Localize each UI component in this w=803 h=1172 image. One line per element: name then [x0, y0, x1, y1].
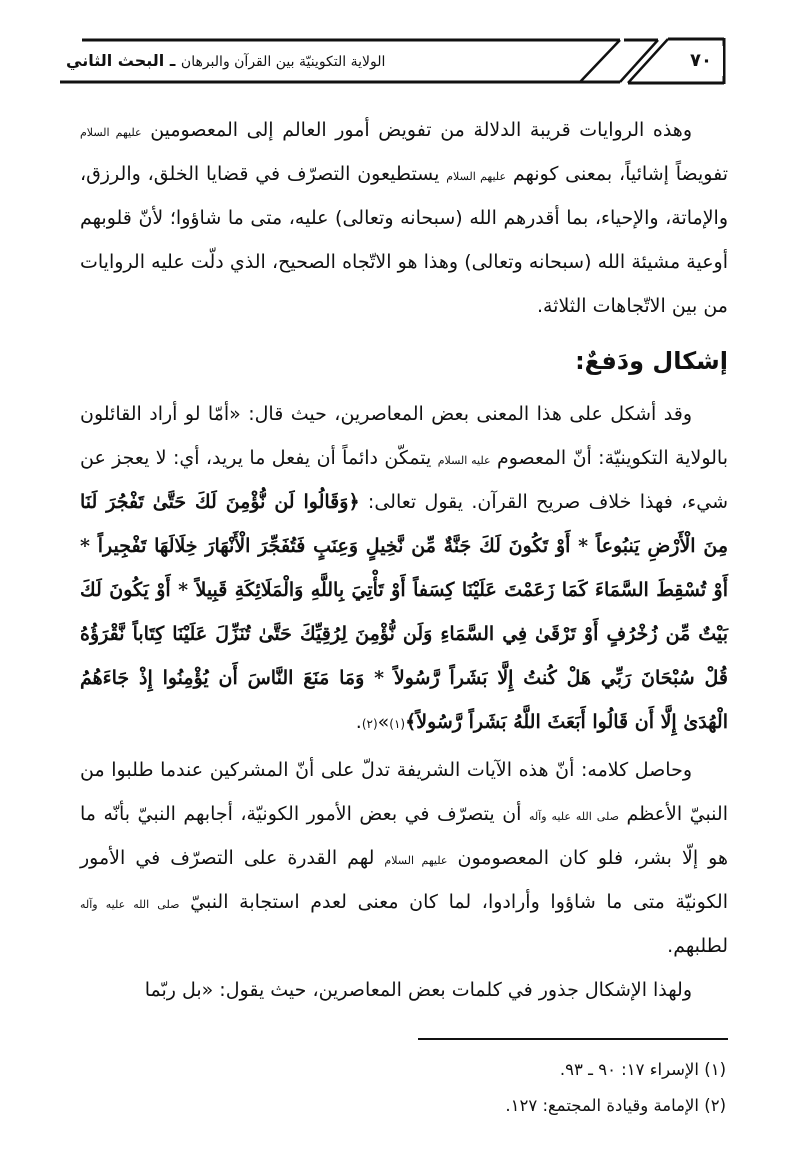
period: .	[355, 711, 362, 733]
quran-bracket-open: ﴿	[348, 491, 360, 513]
closing-quote: »	[377, 711, 390, 733]
footnote-ref-2[interactable]: (٢)	[361, 717, 378, 731]
footnote-marker: (٢)	[704, 1096, 726, 1115]
honorific-glyph: صلى الله عليه وآله	[528, 810, 619, 823]
footnote-item	[80, 1088, 728, 1124]
paragraph	[80, 392, 728, 744]
paragraph-text: يتمكّن دائماً أن يفعل ما يريد، أي: لا يعجز عن شيء، فهذا خلاف صريح القرآن. يقول تعالى:	[80, 447, 728, 513]
honorific-glyph: عليهم السلام	[446, 170, 507, 183]
main-text	[80, 108, 728, 1012]
paragraph-text: يستطيعون التصرّف في قضايا الخلق، والرزق، والإماتة، والإحياء، بما أقدرهم الله (سبحانه وتعالى) عليه، متى ما شاؤوا؛ لأنّ قلوبهم أوعية مشيئة الله (سبحانه وتعالى) وهذا هو الاتّجاه الصحيح، الذي دلّت عليه الروايات من بين الاتّجاهات الثلاثة.	[80, 163, 728, 317]
paragraph	[80, 968, 728, 1012]
paragraph-text: لهم القدرة على التصرّف في الأمور الكونيّة متى ما شاؤوا وأرادوا، لما كان معنى لعدم استجابة النبيّ	[80, 847, 728, 913]
paragraph-text: تفويضاً إشائياً، بمعنى كونهم	[512, 163, 728, 185]
quran-bracket-close: ﴾	[405, 711, 417, 733]
header-slash-1	[580, 40, 620, 82]
running-header	[60, 36, 727, 86]
footnote-marker: (١)	[704, 1060, 726, 1079]
honorific-glyph: عليهم السلام	[384, 854, 448, 867]
paragraph-text: أن يتصرّف في بعض الأمور الكونيّة، أجابهم النبيّ بأنّه ما هو إلّا بشر، فلو كان المعصومون	[80, 803, 729, 869]
paragraph-text: وهذه الروايات قريبة الدلالة من تفويض أمور العالم إلى المعصومين	[150, 119, 692, 141]
header-slash-2	[620, 40, 658, 82]
chapter-title: البحث الثاني	[66, 51, 165, 70]
footnote-text: الإسراء ١٧: ٩٠ ـ ٩٣.	[559, 1060, 699, 1079]
paragraph-text: وقد أشكل على هذا المعنى بعض المعاصرين، حيث قال: «أمّا لو أراد القائلون بالولاية التكوينيّة: أنّ المعصوم	[80, 403, 729, 469]
paragraph-text: لطلبهم.	[667, 935, 728, 957]
paragraph-text: وحاصل كلامه: أنّ هذه الآيات الشريفة تدلّ على أنّ المشركين عندما طلبوا من النبيّ الأعظم	[80, 759, 728, 825]
book-title: الولاية التكوينيّة بين القرآن والبرهان	[180, 54, 386, 70]
footnotes	[80, 1052, 728, 1124]
page-number: ٧٠	[679, 46, 723, 76]
footnote-separator	[418, 1038, 728, 1040]
honorific-glyph: صلى الله عليه وآله	[80, 898, 180, 911]
paragraph	[80, 108, 728, 328]
footnote-text: الإمامة وقيادة المجتمع: ١٢٧.	[505, 1096, 699, 1115]
paragraph	[80, 748, 728, 968]
honorific-glyph: عليهم السلام	[80, 126, 142, 139]
running-title	[66, 46, 507, 76]
section-heading: إشكال ودَفعٌ:	[575, 347, 728, 375]
honorific-glyph: عليه السلام	[437, 454, 491, 467]
footnote-area	[80, 1038, 728, 1124]
quran-verse: وَقَالُوا لَن نُّؤْمِنَ لَكَ حَتَّىٰ تَفْجُرَ لَنَا مِنَ الْأَرْضِ يَنبُوعاً * أَوْ تَكُونَ لَكَ جَنَّةٌ مِّن نَّخِيلٍ وَعِنَبٍ فَتُفَجِّرَ الْأَنْهَارَ خِلَالَهَا تَفْجِيراً * أَوْ تُسْقِطَ السَّمَاءَ كَمَا زَعَمْتَ عَلَيْنَا كِسَفاً أَوْ تَأْتِيَ بِاللَّهِ وَالْمَلَائِكَةِ قَبِيلاً * أَوْ يَكُونَ لَكَ بَيْتٌ مِّن زُخْرُفٍ أَوْ تَرْقَىٰ فِي السَّمَاءِ وَلَن نُّؤْمِنَ لِرُقِيِّكَ حَتَّىٰ تُنَزِّلَ عَلَيْنَا كِتَاباً نَّقْرَؤُهُ قُلْ سُبْحَانَ رَبِّي هَلْ كُنتُ إِلَّا بَشَراً رَّسُولاً * وَمَا مَنَعَ النَّاسَ أَن يُؤْمِنُوا إِذْ جَاءَهُمُ الْهُدَىٰ إِلَّا أَن قَالُوا أَبَعَثَ اللَّهُ بَشَراً رَّسُولاً	[80, 491, 728, 733]
title-separator: ـ	[164, 51, 181, 70]
footnote-item	[80, 1052, 728, 1088]
paragraph-text: ولهذا الإشكال جذور في كلمات بعض المعاصرين، حيث يقول: «بل ربّما	[144, 979, 692, 1001]
footnote-ref-1[interactable]: (١)	[389, 717, 406, 731]
